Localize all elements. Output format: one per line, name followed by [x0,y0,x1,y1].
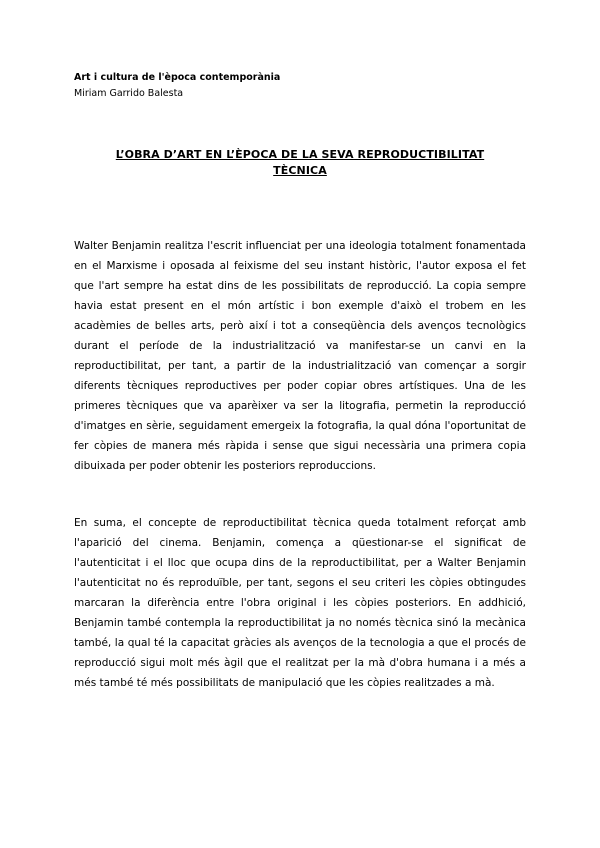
paragraph-2: En suma, el concepte de reproductibilitat tècnica queda totalment reforçat amb l'aparició del cinema. Benjamin, comença a qüestionar-se el significat de l'autenticitat i el lloc que ocupa dins de la reproductibilitat, per a Walter Benjamin l'autenticitat no és reproduïble, per tant, segons el seu criteri les còpies obtingudes marcaran la diferència entre l'obra original i les còpies posteriors. En addhició, Benjamin també contempla la reproductibilitat ja no només tècnica sinó la mecànica també, la qual té la capacitat gràcies als avenços de la tecnologia a que el procés de reproducció sigui molt més àgil que el realitzat per la mà d'obra humana i a més a més també té més possibilitats de manipulació que les còpies realitzades a mà. [74,517,526,689]
document-header [74,70,534,102]
title-line-2: TÈCNICA [273,164,327,177]
course-title: Art i cultura de l'època contemporània [74,72,281,83]
paragraph-1: Walter Benjamin realitza l'escrit influenciat per una ideologia totalment fonamentada en el Marxisme i oposada al feixisme del seu instant històric, l'autor exposa el fet que l'art sempre ha estat dins de les possibilitats de reproducció. La copia sempre havia estat present en el món artístic i bon exemple d'això el trobem en les acadèmies de belles arts, però així i tot a conseqüència dels avenços tecnològics durant el període de la industrialització va manifestar-se un canvi en la reproductibilitat, per tant, a partir de la industrialització van començar a sorgir diferents tècniques reproductives per poder copiar obres artístiques. Una de les primeres tècniques que va aparèixer va ser la litografia, permetin la reproducció d'imatges en sèrie, seguidament emergeix la fotografia, la qual dóna l'oportunitat de fer còpies de manera més ràpida i sense que sigui necessària una primera copia dibuixada per poder obtenir les posteriors reproduccions. [74,240,526,472]
author-name: Miriam Garrido Balesta [74,88,184,99]
title-line-1: L’OBRA D’ART EN L’ÈPOCA DE LA SEVA REPRODUCTIBILITAT [115,148,485,161]
document-title [74,147,526,179]
